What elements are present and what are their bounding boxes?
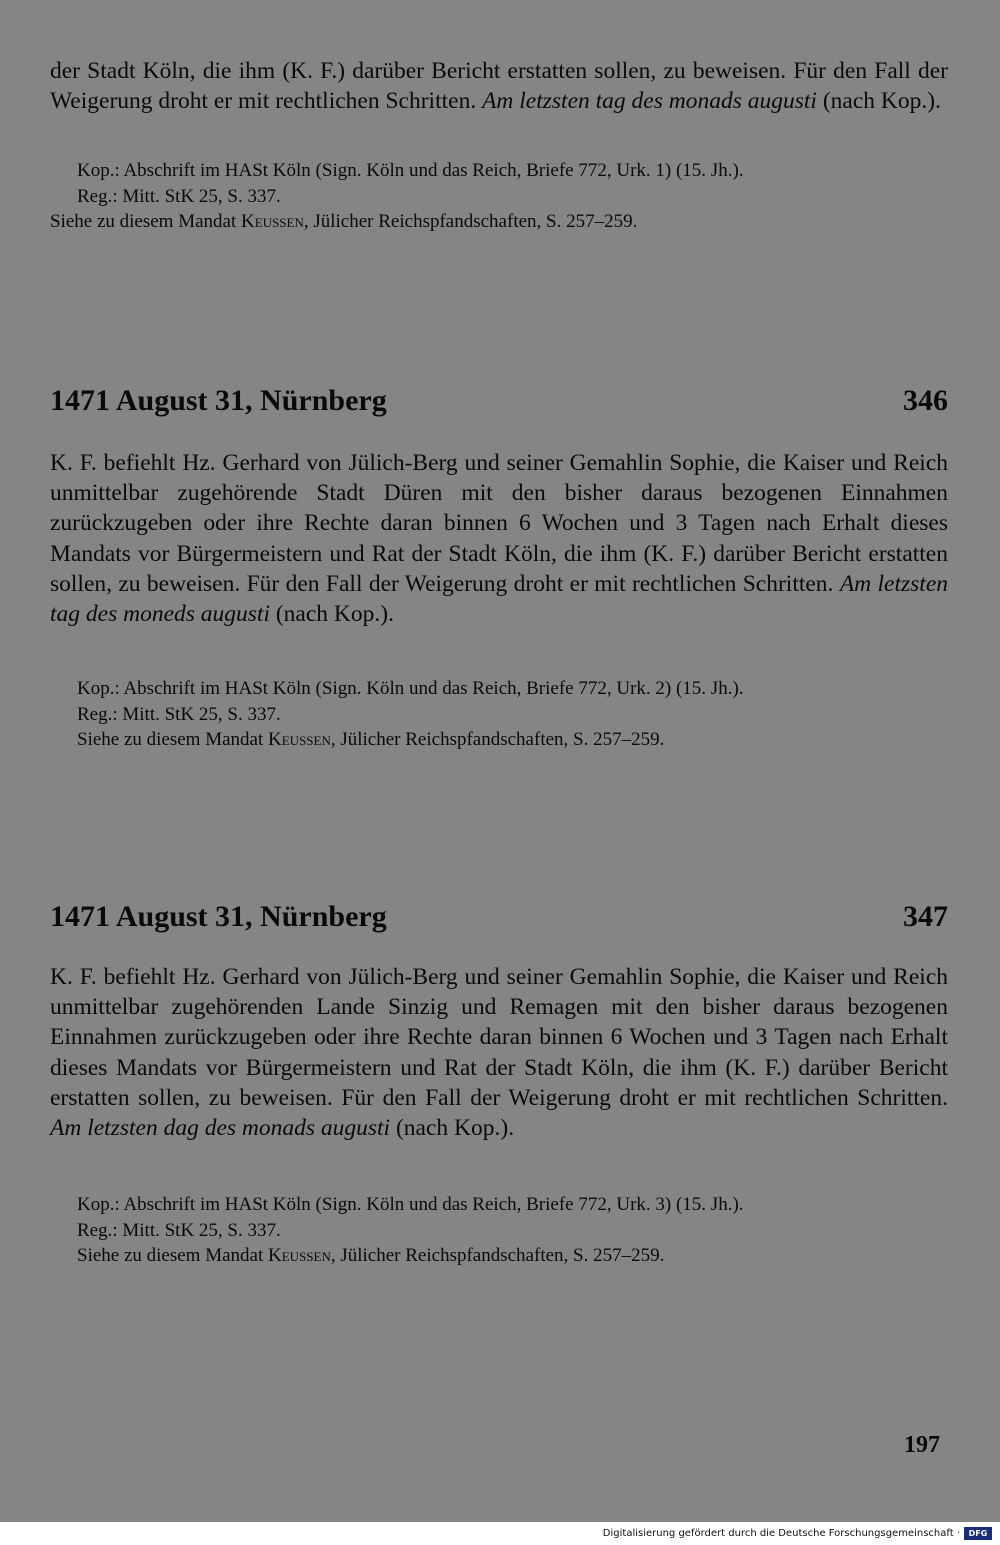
entry-346-siehe: Siehe zu diesem Mandat Keussen, Jülicher Reichspfandschaften, S. 257–259. [77,729,665,750]
entry-347-quote: Am letzsten dag des monads augusti [50,1115,391,1142]
entry-346-kop: Kop.: Abschrift im HASt Köln (Sign. Köln und das Reich, Briefe 772, Urk. 2) (15. Jh.). [77,678,744,699]
entry-347-end: (nach Kop.). [390,1115,515,1142]
entry-346-quote: Am letzsten tag des moneds augusti [50,570,948,628]
entry-346-body [50,448,948,629]
prev-siehe: Siehe zu diesem Mandat Keussen, Jülicher Reichspfandschaften, S. 257–259. [50,211,638,232]
prev-reg: Reg.: Mitt. StK 25, S. 337. [77,185,281,207]
prev-body-text: der Stadt Köln, die ihm (K. F.) darüber Bericht erstatten sollen, zu beweisen. Für den Fall der Weigerung droht er mit rechtlichen Schritten. [50,58,948,115]
entry-347-number: 347 [903,900,948,933]
prev-entry-body [50,56,948,116]
footer-bar [0,1522,1000,1545]
page-number: 197 [904,1432,940,1458]
entry-346-text: K. F. befiehlt Hz. Gerhard von Jülich-Berg und seiner Gemahlin Sophie, die Kaiser und Reich unmittelbar zugehörende Stadt Düren mit den bisher daraus bezogenen Einnahmen zurückzugeben oder ihre Rechte daran binnen 6 Wochen und 3 Tagen nach Erhalt dieses Mandats vor Bürgermeistern und Rat der Stadt Köln, die ihm (K. F.) darüber Bericht erstatten sollen, zu beweisen. Für den Fall der Weigerung droht er mit rechtlichen Schritten. [50,450,948,597]
prev-entry-notes [50,158,948,235]
entry-346-date: 1471 August 31, Nürnberg [50,384,387,417]
entry-347-text: K. F. befiehlt Hz. Gerhard von Jülich-Berg und seiner Gemahlin Sophie, die Kaiser und Reich unmittelbar zugehörenden Lande Sinzig und Remagen mit den bisher daraus bezogenen Einnahmen zurückzugeben oder ihre Rechte daran binnen 6 Wochen und 3 Tagen nach Erhalt dieses Mandats vor Bürgermeistern und Rat der Stadt Köln, die ihm (K. F.) darüber Bericht erstatten sollen, zu beweisen. Für den Fall der Weigerung droht er mit rechtlichen Schritten. [50,964,948,1111]
entry-347-body [50,962,948,1143]
entry-347-notes [50,1192,948,1269]
prev-body-quote: Am letzsten tag des monads augusti [482,88,817,115]
footer-credit: Digitalisierung gefördert durch die Deutsche Forschungsgemeinschaft · [602,1528,960,1539]
entry-346-heading [50,384,948,418]
entry-346-notes [50,676,948,753]
entry-346-number: 346 [903,384,948,417]
entry-347-heading [50,900,948,934]
entry-346-reg: Reg.: Mitt. StK 25, S. 337. [77,703,281,725]
prev-kop: Kop.: Abschrift im HASt Köln (Sign. Köln und das Reich, Briefe 772, Urk. 1) (15. Jh.). [77,160,744,181]
prev-body-end: (nach Kop.). [816,88,941,115]
entry-347-kop: Kop.: Abschrift im HASt Köln (Sign. Köln und das Reich, Briefe 772, Urk. 3) (15. Jh.). [77,1194,744,1215]
entry-347-date: 1471 August 31, Nürnberg [50,900,387,933]
entry-347-reg: Reg.: Mitt. StK 25, S. 337. [77,1219,281,1241]
entry-346-end: (nach Kop.). [269,601,394,628]
entry-347-siehe: Siehe zu diesem Mandat Keussen, Jülicher Reichspfandschaften, S. 257–259. [77,1245,665,1266]
dfg-logo: DFG [964,1527,992,1540]
